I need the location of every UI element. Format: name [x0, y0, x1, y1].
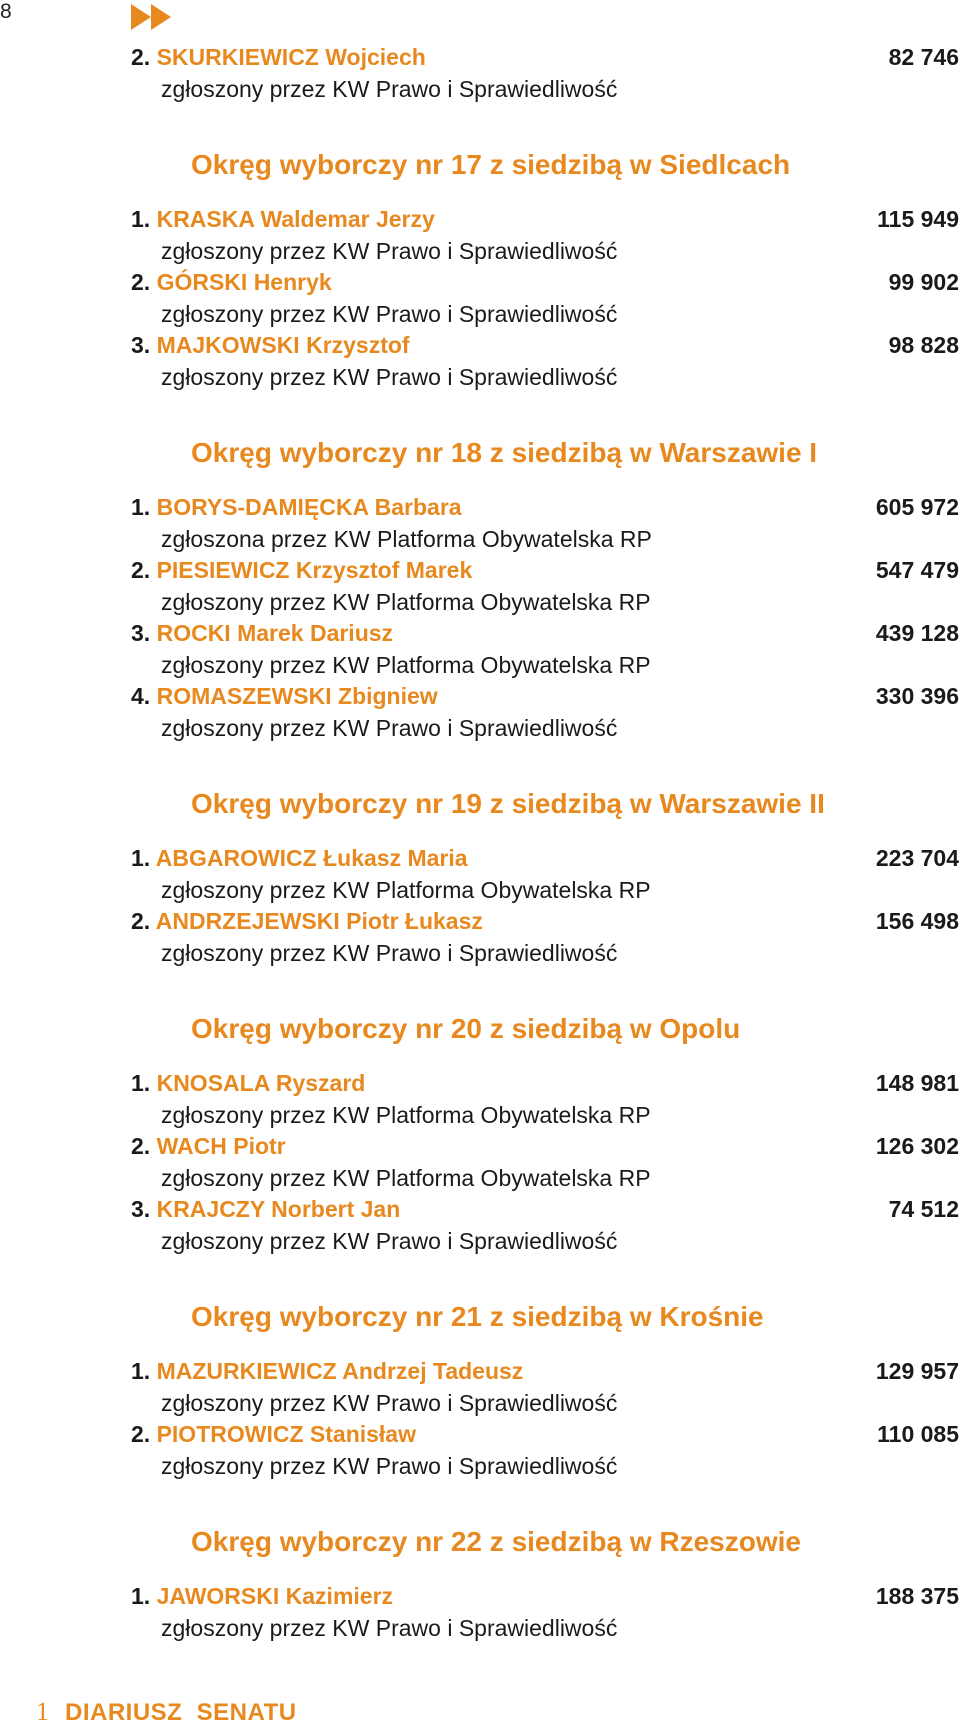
- candidate-row: [131, 1421, 959, 1453]
- footer: [36, 1697, 297, 1727]
- candidate-committee: zgłoszony przez KW Prawo i Sprawiedliwość: [161, 76, 618, 102]
- candidate-votes: 98 828: [888, 332, 959, 358]
- candidate-votes: 74 512: [888, 1196, 959, 1222]
- candidate-name: MAJKOWSKI Krzysztof: [156, 332, 410, 358]
- candidate-votes: 99 902: [888, 269, 959, 295]
- candidate-row: [131, 332, 959, 364]
- candidate-name: BORYS-DAMIĘCKA Barbara: [156, 494, 462, 520]
- candidate-committee: zgłoszony przez KW Platforma Obywatelska RP: [161, 652, 651, 678]
- candidate-label: [131, 557, 472, 584]
- candidate-committee: zgłoszony przez KW Prawo i Sprawiedliwość: [161, 1453, 618, 1479]
- candidate-committee: zgłoszony przez KW Prawo i Sprawiedliwość: [161, 1615, 618, 1641]
- candidate-label: [131, 1196, 400, 1223]
- candidate-entry: [131, 332, 959, 395]
- candidate-entry: [131, 1133, 959, 1196]
- candidate-index: 2.: [131, 44, 151, 70]
- candidate-index: 2.: [131, 1421, 151, 1447]
- candidate-index: 1.: [131, 1358, 151, 1384]
- candidate-committee: zgłoszony przez KW Prawo i Sprawiedliwość: [161, 1228, 618, 1254]
- candidate-entry: [131, 620, 959, 683]
- candidate-entry: [131, 1421, 959, 1484]
- candidate-label: [131, 908, 483, 935]
- double-chevron-right-icon: [131, 2, 175, 32]
- candidate-entry: [131, 557, 959, 620]
- candidate-index: 2.: [131, 269, 151, 295]
- candidate-label: [131, 683, 438, 710]
- candidate-label: [131, 1358, 523, 1385]
- candidate-row: [131, 1070, 959, 1102]
- candidate-votes: 547 479: [875, 557, 959, 583]
- candidate-index: 1.: [131, 494, 151, 520]
- candidate-name: KNOSALA Ryszard: [156, 1070, 366, 1096]
- candidate-votes: 82 746: [888, 44, 959, 70]
- candidate-row: [131, 557, 959, 589]
- candidate-committee: zgłoszony przez KW Platforma Obywatelska RP: [161, 589, 651, 615]
- candidate-row: [131, 1583, 959, 1615]
- candidate-votes: 115 949: [877, 206, 959, 232]
- candidate-name: KRASKA Waldemar Jerzy: [156, 206, 435, 232]
- candidate-committee: zgłoszony przez KW Prawo i Sprawiedliwość: [161, 940, 618, 966]
- page-number: 8: [0, 0, 12, 23]
- district-title: Okręg wyborczy nr 18 z siedzibą w Warszawie I: [191, 437, 818, 468]
- candidate-index: 2.: [131, 908, 151, 934]
- candidate-label: [131, 44, 426, 71]
- candidate-committee: zgłoszony przez KW Platforma Obywatelska RP: [161, 1165, 651, 1191]
- candidate-votes: 148 981: [875, 1070, 959, 1096]
- candidate-votes: 110 085: [877, 1421, 959, 1447]
- district-title: Okręg wyborczy nr 19 z siedzibą w Warszawie II: [191, 788, 825, 819]
- candidate-committee: zgłoszony przez KW Prawo i Sprawiedliwość: [161, 1390, 618, 1416]
- candidate-row: [131, 620, 959, 652]
- candidate-label: [131, 1133, 286, 1160]
- candidate-label: [131, 620, 393, 647]
- results-list: [131, 44, 959, 1646]
- candidate-entry: [131, 845, 959, 908]
- candidate-row: [131, 1196, 959, 1228]
- candidate-entry: [131, 206, 959, 269]
- candidate-row: [131, 269, 959, 301]
- candidate-committee: zgłoszony przez KW Prawo i Sprawiedliwość: [161, 715, 618, 741]
- candidate-row: [131, 494, 959, 526]
- candidate-row: [131, 1133, 959, 1165]
- candidate-entry: [131, 494, 959, 557]
- candidate-index: 3.: [131, 332, 151, 358]
- candidate-index: 4.: [131, 683, 151, 709]
- candidate-label: [131, 332, 410, 359]
- candidate-index: 1.: [131, 1070, 151, 1096]
- candidate-index: 1.: [131, 1583, 151, 1609]
- candidate-label: [131, 206, 435, 233]
- candidate-label: [131, 1070, 365, 1097]
- candidate-votes: 223 704: [875, 845, 959, 871]
- candidate-name: SKURKIEWICZ Wojciech: [156, 44, 426, 70]
- candidate-votes: 605 972: [875, 494, 959, 520]
- candidate-votes: 129 957: [875, 1358, 959, 1384]
- footer-digit: 1: [36, 1697, 49, 1726]
- candidate-committee: zgłoszony przez KW Prawo i Sprawiedliwość: [161, 238, 618, 264]
- candidate-entry: [131, 1196, 959, 1259]
- candidate-name: MAZURKIEWICZ Andrzej Tadeusz: [156, 1358, 524, 1384]
- candidate-row: [131, 44, 959, 76]
- footer-title: DIARIUSZ SENATU: [65, 1699, 297, 1726]
- candidate-votes: 188 375: [875, 1583, 959, 1609]
- candidate-votes: 126 302: [875, 1133, 959, 1159]
- candidate-votes: 439 128: [875, 620, 959, 646]
- candidate-name: JAWORSKI Kazimierz: [156, 1583, 394, 1609]
- candidate-entry: [131, 44, 959, 107]
- candidate-entry: [131, 908, 959, 971]
- candidate-votes: 156 498: [875, 908, 959, 934]
- candidate-committee: zgłoszony przez KW Prawo i Sprawiedliwość: [161, 301, 618, 327]
- candidate-row: [131, 845, 959, 877]
- candidate-name: PIESIEWICZ Krzysztof Marek: [156, 557, 473, 583]
- candidate-entry: [131, 683, 959, 746]
- candidate-entry: [131, 1583, 959, 1646]
- candidate-index: 2.: [131, 1133, 151, 1159]
- candidate-committee: zgłoszony przez KW Platforma Obywatelska RP: [161, 877, 651, 903]
- candidate-index: 2.: [131, 557, 151, 583]
- candidate-row: [131, 908, 959, 940]
- candidate-label: [131, 1583, 393, 1610]
- district-title: Okręg wyborczy nr 22 z siedzibą w Rzeszowie: [191, 1526, 801, 1557]
- district-title: Okręg wyborczy nr 21 z siedzibą w Krośnie: [191, 1301, 764, 1332]
- candidate-name: ABGAROWICZ Łukasz Maria: [155, 845, 468, 871]
- candidate-entry: [131, 1070, 959, 1133]
- candidate-name: ROCKI Marek Dariusz: [156, 620, 394, 646]
- candidate-name: WACH Piotr: [156, 1133, 286, 1159]
- candidate-votes: 330 396: [875, 683, 959, 709]
- candidate-label: [131, 494, 462, 521]
- candidate-index: 3.: [131, 620, 151, 646]
- candidate-entry: [131, 1358, 959, 1421]
- candidate-committee: zgłoszona przez KW Platforma Obywatelska RP: [161, 526, 652, 552]
- candidate-name: GÓRSKI Henryk: [156, 269, 332, 295]
- candidate-committee: zgłoszony przez KW Prawo i Sprawiedliwość: [161, 364, 618, 390]
- candidate-entry: [131, 269, 959, 332]
- candidate-row: [131, 683, 959, 715]
- candidate-row: [131, 206, 959, 238]
- district-title: Okręg wyborczy nr 17 z siedzibą w Siedlcach: [191, 149, 791, 180]
- candidate-label: [131, 269, 332, 296]
- candidate-index: 3.: [131, 1196, 151, 1222]
- candidate-row: [131, 1358, 959, 1390]
- candidate-label: [131, 1421, 416, 1448]
- candidate-name: KRAJCZY Norbert Jan: [156, 1196, 401, 1222]
- candidate-label: [131, 845, 468, 872]
- candidate-committee: zgłoszony przez KW Platforma Obywatelska RP: [161, 1102, 651, 1128]
- candidate-name: PIOTROWICZ Stanisław: [156, 1421, 416, 1447]
- candidate-name: ANDRZEJEWSKI Piotr Łukasz: [155, 908, 483, 934]
- candidate-name: ROMASZEWSKI Zbigniew: [156, 683, 438, 709]
- candidate-index: 1.: [131, 845, 151, 871]
- district-title: Okręg wyborczy nr 20 z siedzibą w Opolu: [191, 1013, 741, 1044]
- candidate-index: 1.: [131, 206, 151, 232]
